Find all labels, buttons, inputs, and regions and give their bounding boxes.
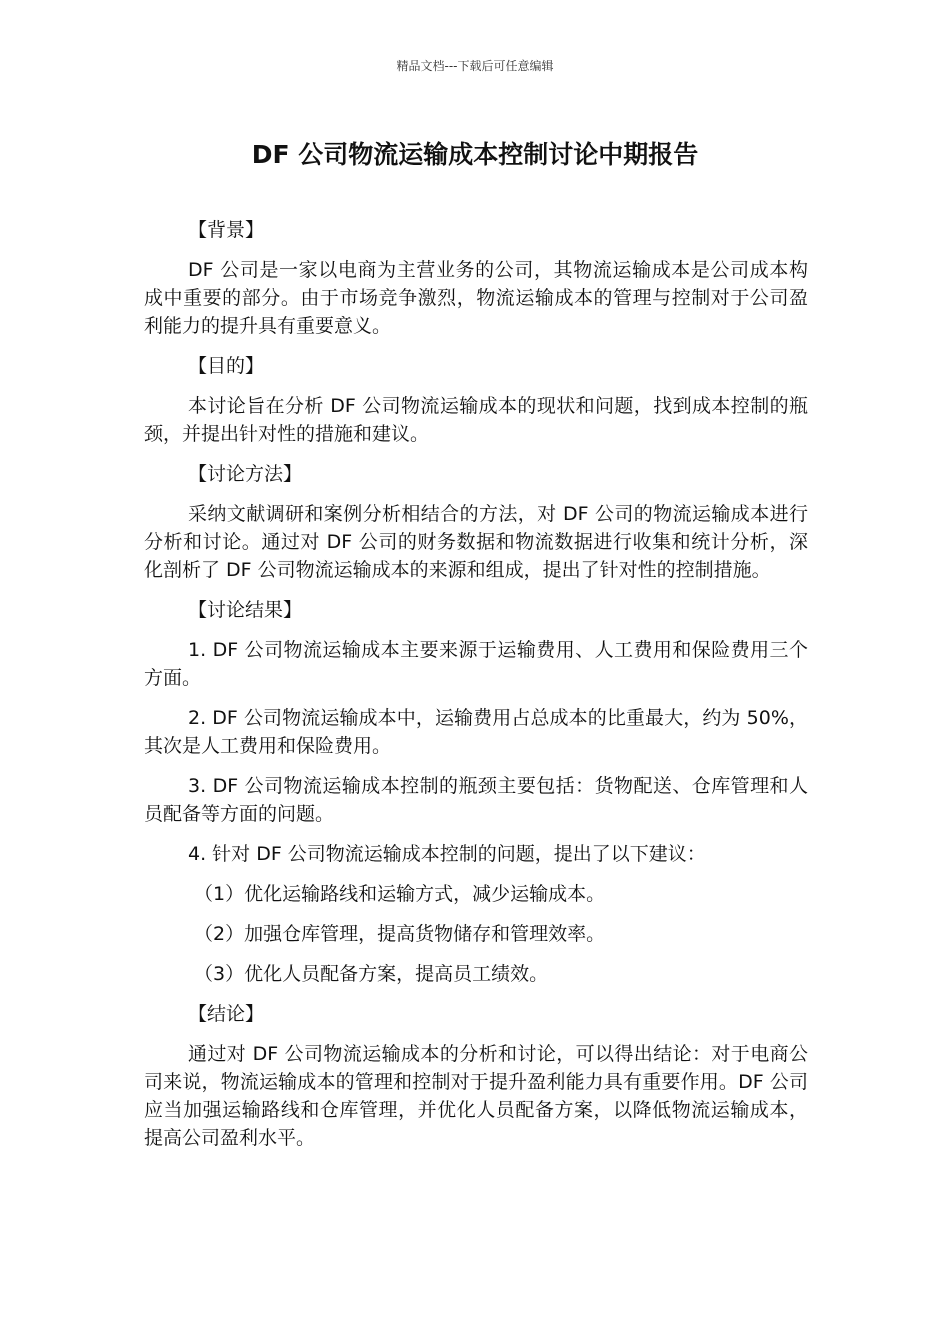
result-item-2: 2. DF 公司物流运输成本中，运输费用占总成本的比重最大，约为 50%，其次是人工费用和保险费用。 bbox=[144, 707, 808, 757]
purpose-paragraph: 本讨论旨在分析 DF 公司物流运输成本的现状和问题，找到成本控制的瓶颈，并提出针对性的措施和建议。 bbox=[144, 395, 808, 445]
results-heading: 【讨论结果】 bbox=[188, 599, 303, 621]
conclusion-paragraph: 通过对 DF 公司物流运输成本的分析和讨论，可以得出结论：对于电商公司来说，物流运输成本的管理和控制对于提升盈利能力具有重要作用。DF 公司应当加强运输路线和仓库管理，并优化人员配备方案，以降低物流运输成本，提高公司盈利水平。 bbox=[144, 1043, 808, 1149]
method-heading: 【讨论方法】 bbox=[188, 463, 303, 485]
suggestion-1: （1）优化运输路线和运输方式，减少运输成本。 bbox=[194, 883, 606, 905]
result-item-1: 1. DF 公司物流运输成本主要来源于运输费用、人工费用和保险费用三个方面。 bbox=[144, 639, 808, 689]
suggestion-3: （3）优化人员配备方案，提高员工绩效。 bbox=[194, 963, 549, 985]
document-title: DF 公司物流运输成本控制讨论中期报告 bbox=[251, 140, 699, 169]
method-paragraph: 采纳文献调研和案例分析相结合的方法，对 DF 公司的物流运输成本进行分析和讨论。通过对 DF 公司的财务数据和物流数据进行收集和统计分析，深化剖析了 DF 公司物流运输成本的来源和组成，提出了针对性的控制措施。 bbox=[144, 503, 808, 581]
conclusion-heading: 【结论】 bbox=[188, 1003, 265, 1025]
background-paragraph: DF 公司是一家以电商为主营业务的公司，其物流运输成本是公司成本构成中重要的部分。由于市场竞争激烈，物流运输成本的管理与控制对于公司盈利能力的提升具有重要意义。 bbox=[144, 259, 808, 337]
result-item-3: 3. DF 公司物流运输成本控制的瓶颈主要包括：货物配送、仓库管理和人员配备等方面的问题。 bbox=[144, 775, 808, 825]
header-note: 精品文档---下载后可任意编辑 bbox=[396, 59, 554, 73]
suggestion-2: （2）加强仓库管理，提高货物储存和管理效率。 bbox=[194, 923, 606, 945]
document-body bbox=[144, 216, 808, 1152]
purpose-heading: 【目的】 bbox=[188, 355, 265, 377]
result-item-4: 4. 针对 DF 公司物流运输成本控制的问题，提出了以下建议： bbox=[188, 843, 706, 865]
background-heading: 【背景】 bbox=[188, 219, 265, 241]
